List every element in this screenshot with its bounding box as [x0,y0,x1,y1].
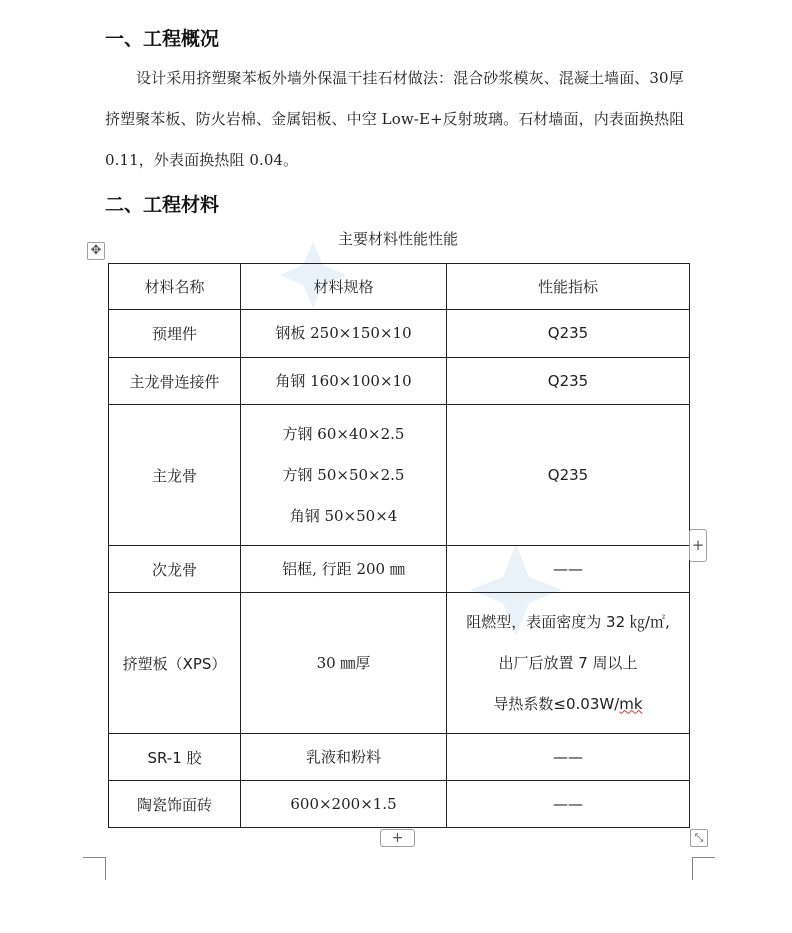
cell-perf[interactable] [447,734,690,781]
add-row-button[interactable]: + [380,829,415,847]
cell-line: —— [553,794,583,813]
cell-line: 600×200×1.5 [290,794,397,813]
cell-line [451,684,685,725]
cell-name[interactable]: 主龙骨连接件 [109,358,241,405]
table-row [109,310,690,358]
heading-overview: 一、工程概况 [105,28,220,50]
table-row [109,546,690,593]
cell-name[interactable]: 陶瓷饰面砖 [109,781,241,828]
table-row [109,405,690,546]
heading-materials: 二、工程材料 [105,194,220,216]
cell-spec[interactable] [241,358,447,405]
cell-line: 乳液和粉料 [305,747,381,766]
cell-name[interactable]: 次龙骨 [109,546,241,593]
cell-line: —— [553,559,583,578]
cell-line: 角钢 50×50×4 [289,506,398,525]
cell-spec[interactable] [241,593,447,734]
header-cell-spec[interactable]: 材料规格 [241,264,447,310]
cell-name[interactable]: 挤塑板（XPS） [109,593,241,734]
cell-line: 30 ㎜厚 [316,653,371,672]
page-margin-corner-left [83,857,106,880]
cell-line: Q235 [547,371,589,390]
cell-line: 铝框, 行距 200 ㎜ [282,559,405,578]
cell-line: 角钢 160×100×10 [275,371,412,390]
cell-line: 钢板 250×150×10 [275,324,412,342]
table-row [109,593,690,734]
cell-perf[interactable] [447,781,690,828]
cell-text: 导热系数≤0.03W/ [493,694,620,713]
cell-spec[interactable] [241,546,447,593]
cell-perf[interactable] [447,310,690,358]
cell-line: 方钢 60×40×2.5 [282,424,405,443]
cell-line: 方钢 50×50×2.5 [282,465,405,484]
cell-line: —— [553,747,583,766]
table-header-row [109,264,690,310]
resize-icon[interactable]: ⤡ [690,829,708,847]
cell-perf[interactable] [447,405,690,546]
cell-name[interactable]: SR-1 胶 [109,734,241,781]
cell-line: Q235 [547,465,589,484]
overview-paragraph: 设计采用挤塑聚苯板外墙外保温干挂石材做法：混合砂浆模灰、混凝土墙面、30厚挤塑聚苯板、防火岩棉、金属铝板、中空 Low-E+反射玻璃。石材墙面，内表面换热阻 0.11，外表面换热阻 0.04。 [105,69,685,169]
table-row [109,358,690,405]
cell-line: 出厂后放置 7 周以上 [498,653,638,672]
add-column-button[interactable]: + [689,529,707,562]
header-cell-name[interactable]: 材料名称 [109,264,241,310]
table-row [109,781,690,828]
page-margin-corner-right [692,857,715,880]
table-row [109,734,690,781]
table-caption: 主要材料性能性能 [337,230,458,248]
cell-name[interactable]: 主龙骨 [109,405,241,546]
materials-table [108,263,690,828]
cell-spec[interactable] [241,734,447,781]
cell-spec[interactable] [241,310,447,358]
move-table-icon[interactable]: ✥ [87,242,105,260]
cell-perf[interactable] [447,546,690,593]
cell-line: 阻燃型，表面密度为 32 ㎏/㎡, [466,612,670,631]
header-cell-perf[interactable]: 性能指标 [447,264,690,310]
cell-name[interactable]: 预埋件 [109,310,241,358]
cell-perf[interactable] [447,593,690,734]
cell-spec[interactable] [241,781,447,828]
spellcheck-word[interactable]: mk [619,694,643,713]
cell-line: Q235 [547,324,589,342]
cell-perf[interactable] [447,358,690,405]
cell-spec[interactable] [241,405,447,546]
